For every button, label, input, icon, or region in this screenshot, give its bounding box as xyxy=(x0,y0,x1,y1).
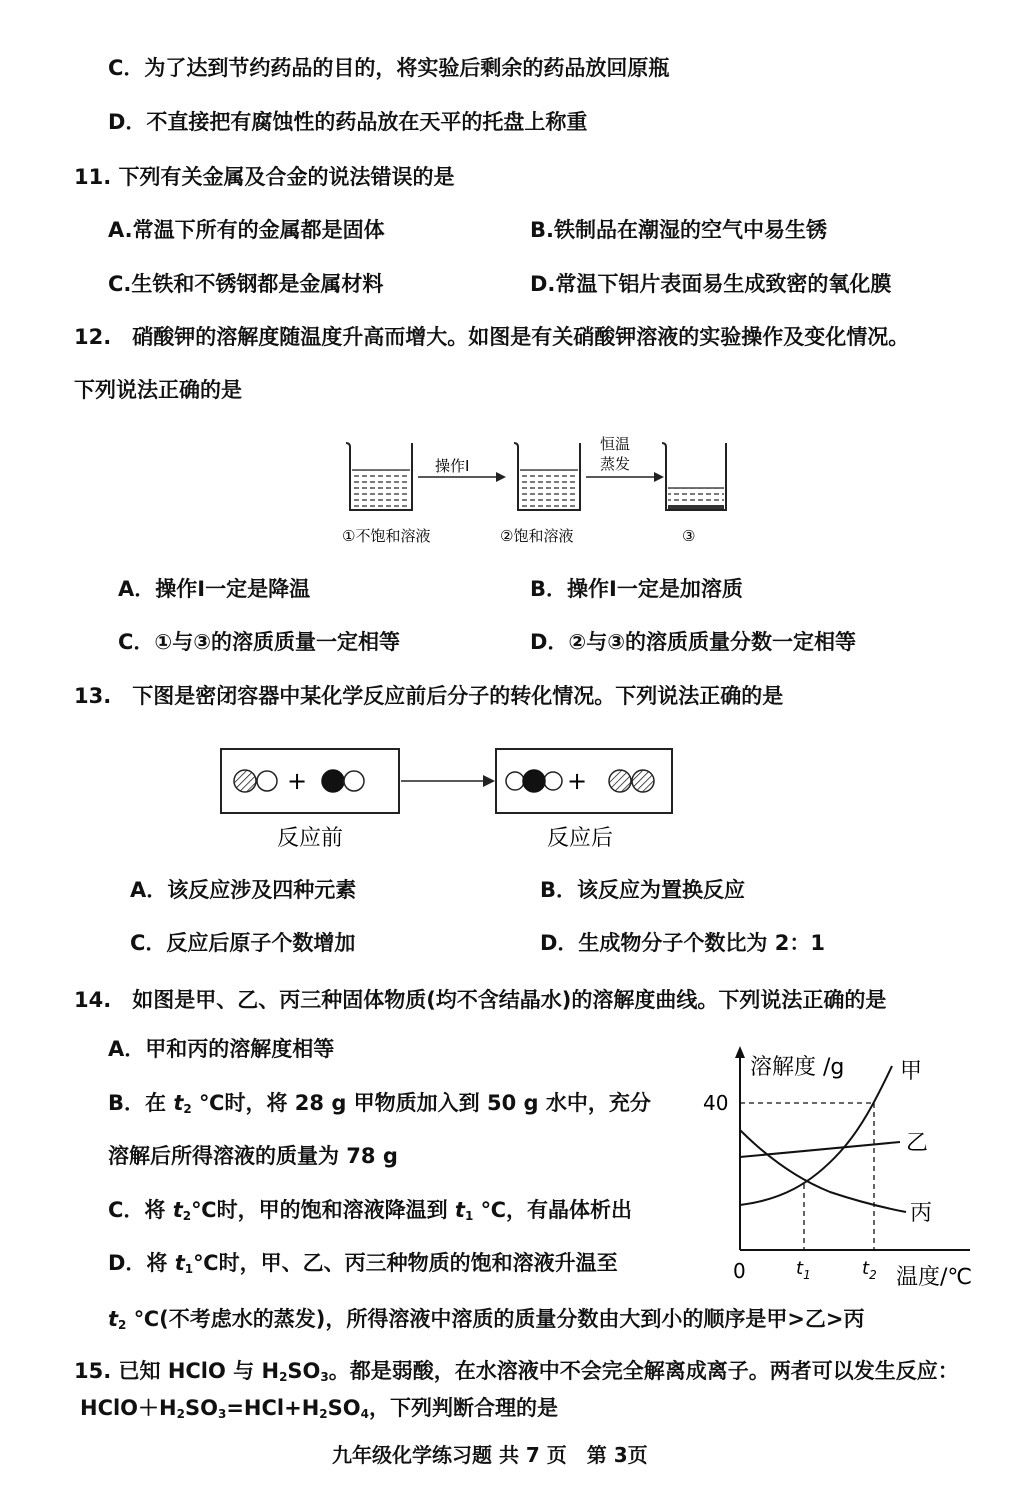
white-atom xyxy=(544,772,562,790)
hatched-atom xyxy=(234,770,256,792)
q13-stem: 13. 下图是密闭容器中某化学反应前后分子的转化情况。下列说法正确的是 xyxy=(74,684,784,708)
hatched-atom xyxy=(632,770,654,792)
before-caption: 反应前 xyxy=(277,826,344,851)
white-atom xyxy=(344,771,364,791)
q15-line2: $HClO+H_2SO_3=HCl+H_2SO_4$，下列判断合理的是 xyxy=(80,1396,558,1421)
q13-option-a: A．该反应涉及四种元素 xyxy=(130,878,357,902)
x-tick-label-t1: $t_1$ xyxy=(796,1258,811,1282)
series-label-yi: 乙 xyxy=(906,1131,929,1156)
x-axis-label: 温度/℃ xyxy=(896,1265,973,1290)
q12-stem-line2: 下列说法正确的是 xyxy=(74,378,242,402)
hatched-atom xyxy=(609,770,631,792)
q12-option-c: C．①与③的溶质质量一定相等 xyxy=(118,630,400,654)
beaker1-caption: ①不饱和溶液 xyxy=(342,527,431,545)
beaker3-caption: ③ xyxy=(682,527,696,545)
origin-label: 0 xyxy=(733,1259,746,1283)
q14-option-b-line2: 溶解后所得溶液的质量为 78 g xyxy=(108,1144,398,1168)
y-tick-label-40: 40 xyxy=(703,1091,729,1115)
q11-stem: 11. 下列有关金属及合金的说法错误的是 xyxy=(74,165,455,189)
plus-sign-before: + xyxy=(287,767,308,795)
q10-option-d: D．不直接把有腐蚀性的药品放在天平的托盘上称重 xyxy=(108,110,588,134)
page-footer: 九年级化学练习题 共 7 页 第 3页 xyxy=(332,1443,648,1467)
q15-line1: 15. 已知 HClO 与 $H_2SO_3$。都是弱酸，在水溶液中不会完全解离成离子。两者可以发生反应： xyxy=(74,1359,959,1384)
q12-option-b: B．操作Ⅰ一定是加溶质 xyxy=(530,577,743,601)
q12-option-a: A．操作Ⅰ一定是降温 xyxy=(118,577,311,601)
beaker-1 xyxy=(346,443,412,510)
q11-option-d: D.常温下铝片表面易生成致密的氧化膜 xyxy=(530,272,892,296)
black-atom xyxy=(523,770,545,792)
q11-option-a: A.常温下所有的金属都是固体 xyxy=(108,218,385,242)
q13-option-c: C．反应后原子个数增加 xyxy=(130,931,356,955)
plus-sign-after: + xyxy=(567,767,588,795)
q14-option-d-line1: D．将 $t_1℃$时，甲、乙、丙三种物质的饱和溶液升温至 xyxy=(108,1251,618,1276)
q11-option-c: C.生铁和不锈钢都是金属材料 xyxy=(108,272,384,296)
q14-option-a: A．甲和丙的溶解度相等 xyxy=(108,1037,335,1061)
q13-option-b: B．该反应为置换反应 xyxy=(540,878,746,902)
arrow2-label-top: 恒温 xyxy=(600,435,631,453)
beaker-2 xyxy=(514,443,580,510)
y-axis-label: 溶解度 /g xyxy=(750,1055,845,1080)
q13-option-d: D．生成物分子个数比为 2：1 xyxy=(540,931,825,955)
curve-yi xyxy=(740,1142,900,1157)
q13-molecule-figure xyxy=(215,745,685,855)
q12-option-d: D．②与③的溶质质量分数一定相等 xyxy=(530,630,856,654)
curve-jia xyxy=(740,1066,892,1205)
q14-stem: 14. 如图是甲、乙、丙三种固体物质(均不含结晶水)的溶解度曲线。下列说法正确的是 xyxy=(74,988,887,1012)
y-axis-arrow xyxy=(735,1046,745,1058)
after-caption: 反应后 xyxy=(547,826,614,851)
arrow1-label: 操作Ⅰ xyxy=(435,457,470,475)
beaker-3 xyxy=(662,443,726,510)
q14-option-c: C．将 $t_2℃$时，甲的饱和溶液降温到 $t_1$ ℃，有晶体析出 xyxy=(108,1198,633,1223)
solubility-chart xyxy=(700,1040,1000,1300)
q10-option-c: C．为了达到节约药品的目的，将实验后剩余的药品放回原瓶 xyxy=(108,56,670,80)
series-label-jia: 甲 xyxy=(900,1059,923,1084)
black-atom xyxy=(322,770,344,792)
white-atom xyxy=(257,771,277,791)
q11-option-b: B.铁制品在潮湿的空气中易生锈 xyxy=(530,218,827,242)
white-atom xyxy=(506,772,524,790)
q14-option-b-line1: B．在 $t_2$ ℃时，将 28 g 甲物质加入到 50 g 水中，充分 xyxy=(108,1091,651,1116)
arrow2-label-bottom: 蒸发 xyxy=(600,455,631,473)
series-label-bing: 丙 xyxy=(910,1201,933,1226)
x-tick-label-t2: $t_2$ xyxy=(862,1258,877,1282)
q14-option-d-line2: $t_2$ ℃(不考虑水的蒸发)，所得溶液中溶质的质量分数由大到小的顺序是甲>乙>丙 xyxy=(108,1307,865,1332)
q12-beaker-figure xyxy=(330,425,750,555)
beaker2-caption: ②饱和溶液 xyxy=(500,527,574,545)
q12-stem-line1: 12. 硝酸钾的溶解度随温度升高而增大。如图是有关硝酸钾溶液的实验操作及变化情况。 xyxy=(74,325,910,349)
